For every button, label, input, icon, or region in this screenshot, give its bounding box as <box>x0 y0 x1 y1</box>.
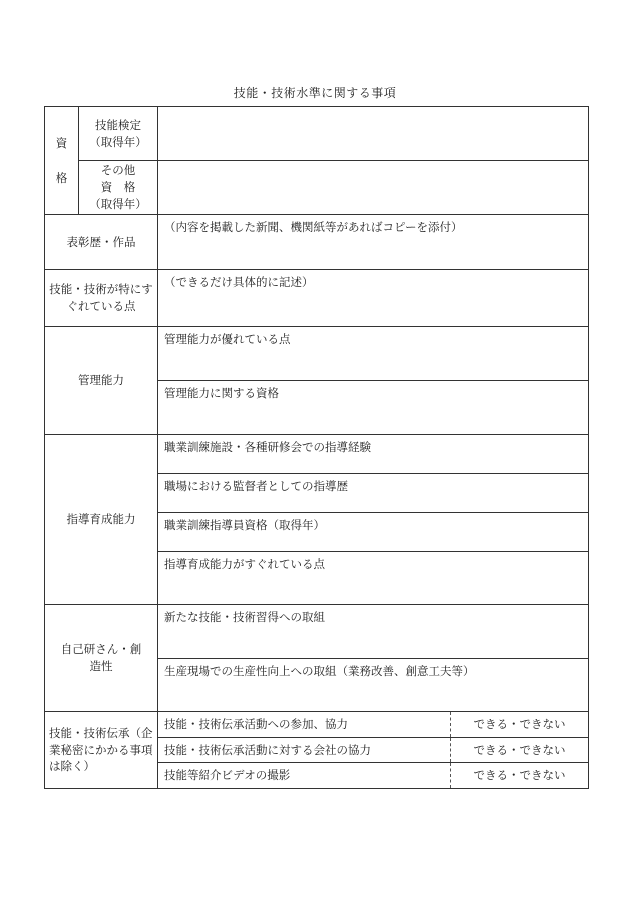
succession-row-2-choice[interactable]: できる・できない <box>451 737 589 763</box>
supervisor-history-label: 職場における監督者としての指導歴 <box>164 479 348 493</box>
qualifications-group-label <box>45 107 79 215</box>
management-qualification-field[interactable] <box>158 381 589 435</box>
excellence-label-line2: ぐれている点 <box>66 299 136 313</box>
self-study-label <box>45 605 158 712</box>
skill-test-field[interactable] <box>158 107 589 161</box>
succession-row-3-choice[interactable]: できる・できない <box>451 763 589 789</box>
productivity-field[interactable] <box>158 659 589 712</box>
succession-row-3-item: 技能等紹介ビデオの撮影 <box>158 763 451 789</box>
succession-label <box>45 712 158 789</box>
training-label: 指導育成能力 <box>45 435 158 605</box>
training-strengths-label: 指導育成能力がすぐれている点 <box>164 557 325 571</box>
management-strengths-label: 管理能力が優れている点 <box>164 332 291 346</box>
other-qualification-field[interactable] <box>158 161 589 215</box>
succession-label-line1: 技能・技術伝承（企 <box>49 726 153 740</box>
other-label-line2: 資 格 <box>100 180 136 195</box>
succession-row-1-choice[interactable]: できる・できない <box>451 712 589 738</box>
excellence-label-line1: 技能・技術が特にす <box>49 282 153 297</box>
awards-note: （内容を掲載した新聞、機関紙等があればコピーを添付） <box>164 220 463 234</box>
qualifications-label-bottom: 格 <box>55 170 68 185</box>
excellence-note: （できるだけ具体的に記述） <box>164 275 314 289</box>
instructor-qualification-field[interactable] <box>158 513 589 552</box>
supervisor-history-field[interactable] <box>158 474 589 513</box>
document-title: 技能・技術水準に関する事項 <box>233 86 397 100</box>
awards-label: 表彰歴・作品 <box>45 215 158 270</box>
excellence-field[interactable] <box>158 270 589 327</box>
other-label-line3: （取得年） <box>89 196 147 211</box>
skill-level-form <box>44 106 589 789</box>
training-strengths-field[interactable] <box>158 552 589 605</box>
skill-test-label <box>79 107 158 161</box>
new-skills-field[interactable] <box>158 605 589 659</box>
self-study-label-line2: 造性 <box>89 659 113 673</box>
skill-test-label-line2: （取得年） <box>89 134 147 149</box>
skill-test-label-line1: 技能検定 <box>95 117 141 132</box>
management-qualification-label: 管理能力に関する資格 <box>164 386 279 400</box>
succession-row-1-item: 技能・技術伝承活動への参加、協力 <box>158 712 451 738</box>
instructor-qualification-label: 職業訓練指導員資格（取得年） <box>164 518 325 532</box>
qualifications-label-top: 資 <box>55 135 68 150</box>
management-label: 管理能力 <box>45 327 158 435</box>
excellence-label <box>45 270 158 327</box>
productivity-label: 生産現場での生産性向上への取組（業務改善、創意工夫等） <box>164 664 475 678</box>
training-experience-label: 職業訓練施設・各種研修会での指導経験 <box>164 440 371 454</box>
management-strengths-field[interactable] <box>158 327 589 381</box>
other-qualification-label <box>79 161 158 215</box>
training-experience-field[interactable] <box>158 435 589 474</box>
awards-field[interactable] <box>158 215 589 270</box>
succession-label-line3: は除く） <box>49 759 95 774</box>
succession-label-line2: 業秘密にかかる事項 <box>49 742 153 757</box>
new-skills-label: 新たな技能・技術習得への取組 <box>164 610 325 624</box>
succession-row-2-item: 技能・技術伝承活動に対する会社の協力 <box>158 737 451 763</box>
self-study-label-line1: 自己研さん・創 <box>60 642 142 657</box>
other-label-line1: その他 <box>100 163 136 178</box>
